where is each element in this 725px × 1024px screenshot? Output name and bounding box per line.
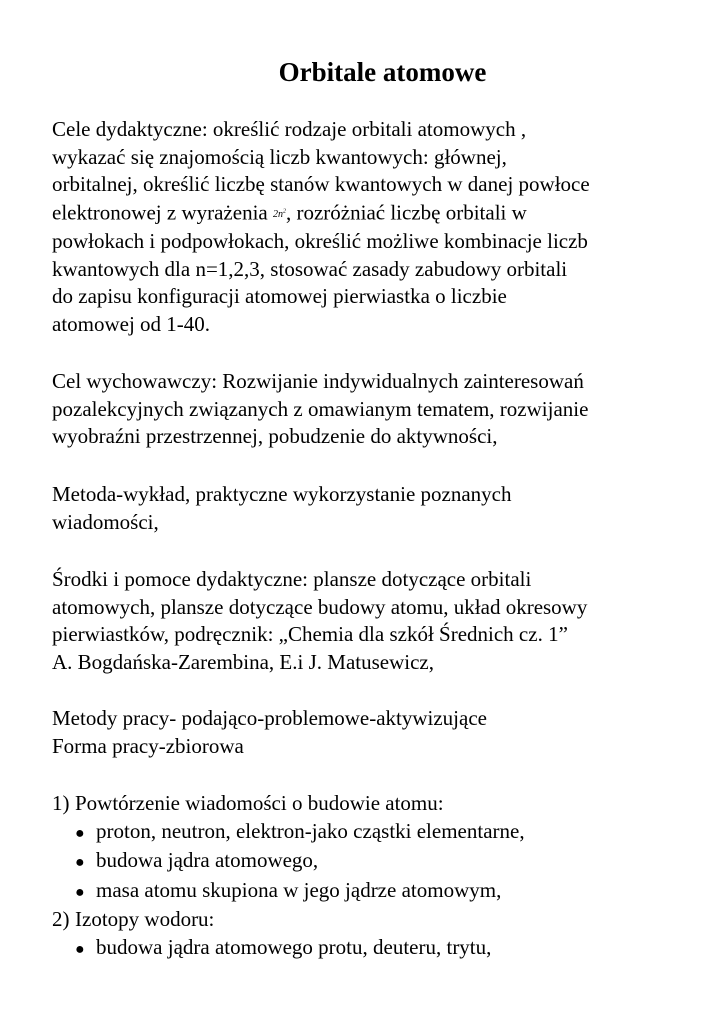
goals-line-formula	[52, 199, 692, 229]
list-item-text: Izotopy wodoru:	[75, 907, 215, 931]
work-paragraph	[52, 705, 692, 760]
work-methods: Metody pracy- podająco-problemowe-aktywizujące	[52, 706, 487, 730]
outline-list	[52, 790, 692, 963]
goals-line: orbitalnej, określić liczbę stanów kwantowych w danej powłoce	[52, 172, 590, 196]
method-line: wiadomości,	[52, 509, 159, 534]
bullet-item	[52, 877, 692, 907]
bullet-item	[52, 934, 692, 964]
bullet-text: masa atomu skupiona w jego jądrze atomowym,	[96, 877, 502, 902]
goals-line: powłokach i podpowłokach, określić możliwe kombinacje liczb	[52, 229, 588, 254]
resources-line: pierwiastków, podręcznik: „Chemia dla szkół Średnich cz. 1”	[52, 622, 568, 646]
goals-line: do zapisu konfiguracji atomowej pierwiastka o liczbie	[52, 284, 507, 309]
list-number: 2)	[52, 907, 70, 931]
goals-line: Cele dydaktyczne: określić rodzaje orbitali atomowych ,	[52, 117, 527, 141]
education-line: pozalekcyjnych związanych z omawianym tematem, rozwijanie	[52, 396, 589, 421]
method-line: Metoda-wykład, praktyczne wykorzystanie poznanych	[52, 482, 512, 506]
resources-line: A. Bogdańska-Zarembina, E.i J. Matusewicz,	[52, 649, 434, 674]
work-form: Forma pracy-zbiorowa	[52, 733, 244, 758]
list-item	[52, 790, 692, 818]
formula-base: 2n	[272, 208, 283, 220]
bullet-item	[52, 818, 692, 848]
method-paragraph	[52, 481, 692, 536]
resources-line: atomowych, plansze dotyczące budowy atomu, układ okresowy	[52, 594, 588, 619]
formula	[273, 209, 286, 220]
bullet-icon: ●	[75, 854, 85, 871]
bullet-icon: ●	[75, 940, 85, 958]
list-item-text: Powtórzenie wiadomości o budowie atomu:	[75, 791, 444, 815]
goals-line-text: , rozróżniać liczbę orbitali w	[285, 199, 527, 224]
goals-line-text: elektronowej z wyrażenia	[52, 199, 273, 224]
bullet-text: budowa jądra atomowego protu, deuteru, trytu,	[96, 934, 492, 959]
resources-line: Środki i pomoce dydaktyczne: plansze dotyczące orbitali	[52, 567, 532, 591]
list-item	[52, 906, 692, 934]
education-line: wyobraźni przestrzennej, pobudzenie do aktywności,	[52, 424, 498, 448]
education-paragraph	[52, 368, 692, 451]
goals-paragraph	[52, 116, 692, 338]
list-number: 1)	[52, 791, 70, 815]
bullet-text: proton, neutron, elektron-jako cząstki elementarne,	[96, 818, 525, 843]
goals-line: wykazać się znajomością liczb kwantowych: głównej,	[52, 144, 507, 169]
bullet-item	[52, 847, 692, 877]
page-title: Orbitale atomowe	[278, 57, 487, 87]
bullet-text: budowa jądra atomowego,	[96, 848, 319, 872]
bullet-icon: ●	[75, 824, 85, 842]
resources-paragraph	[52, 566, 692, 676]
education-line: Cel wychowawczy: Rozwijanie indywidualnych zainteresowań	[52, 369, 584, 393]
bullet-icon: ●	[75, 883, 85, 901]
goals-line: atomowej od 1-40.	[52, 311, 211, 336]
goals-line: kwantowych dla n=1,2,3, stosować zasady zabudowy orbitali	[52, 256, 568, 281]
formula-exponent: 2	[282, 208, 286, 215]
